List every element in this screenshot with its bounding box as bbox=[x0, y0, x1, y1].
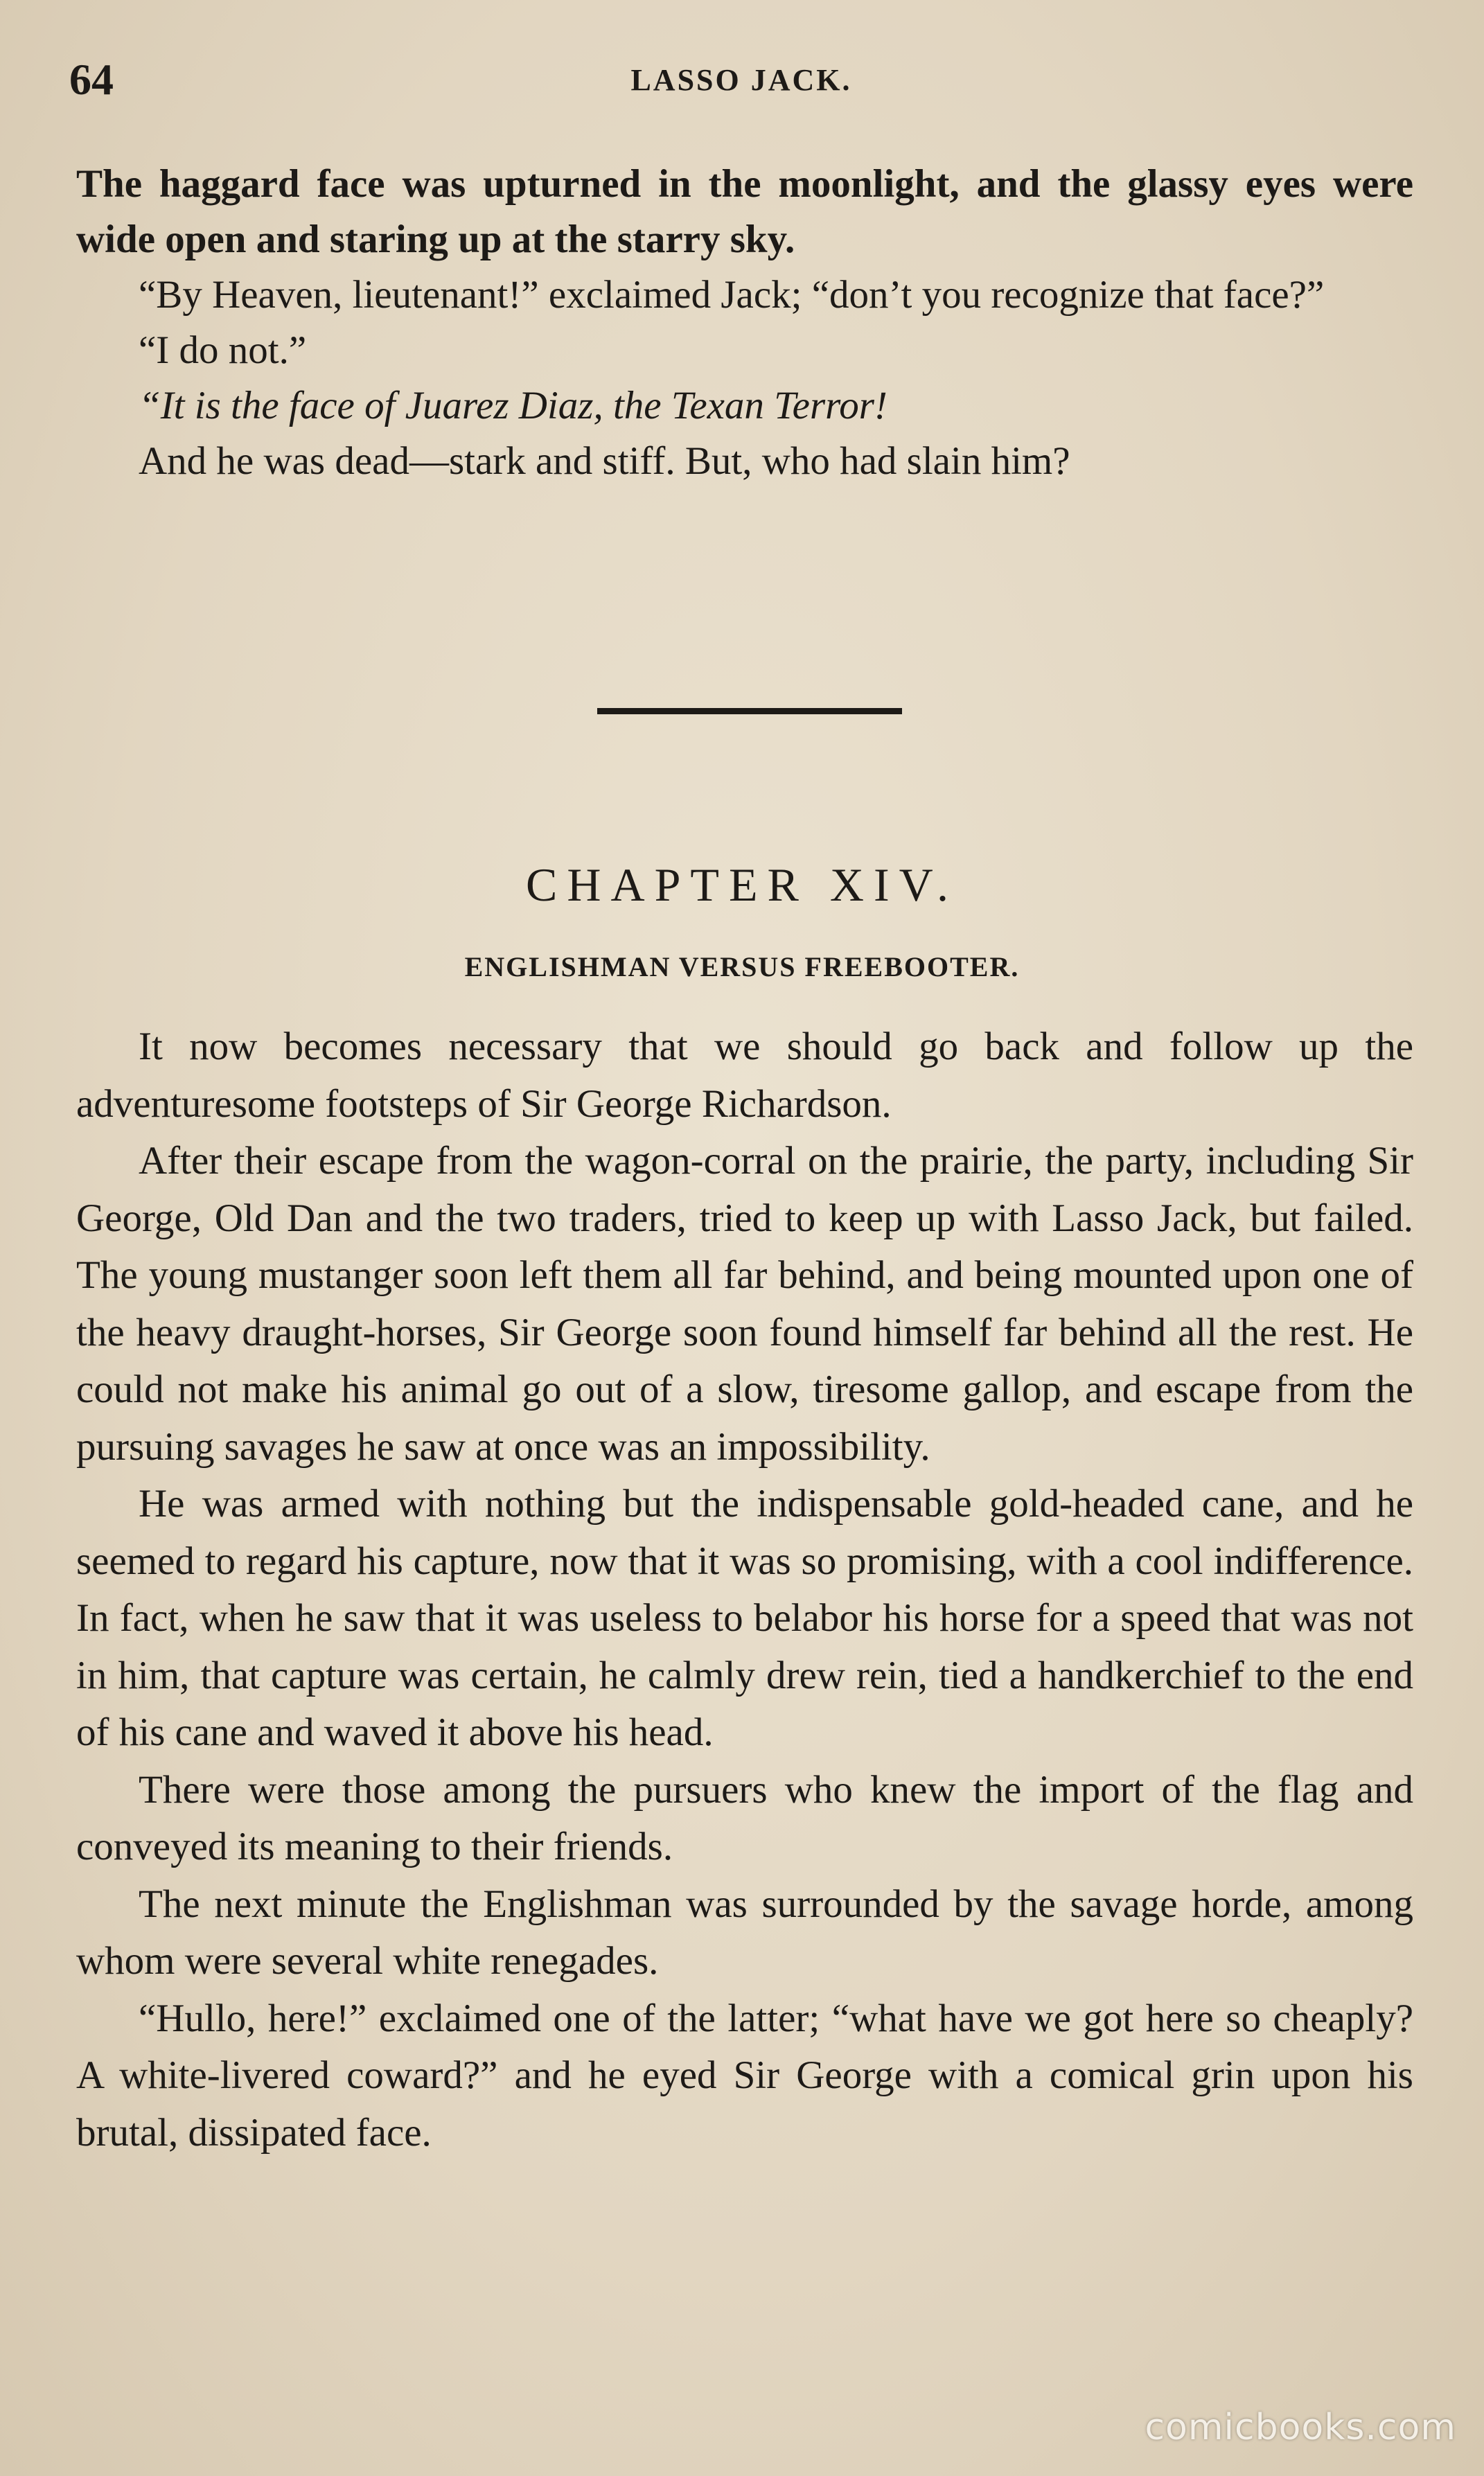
top-text-block bbox=[76, 157, 1413, 489]
paragraph: He was armed with nothing but the indispensable gold-headed cane, and he seemed to regard his capture, now that it was so promising, with a cool indifference. In fact, when he saw that it was useless to belabor his horse for a speed that was not in him, that capture was certain, he calmly drew rein, tied a handkerchief to the end of his cane and waved it above his head. bbox=[76, 1482, 1413, 1754]
section-divider-rule bbox=[597, 708, 902, 714]
paragraph: The haggard face was upturned in the moonlight, and the glassy eyes were wide open and staring up at the starry sky. bbox=[76, 162, 1413, 261]
running-head: LASSO JACK. bbox=[630, 63, 852, 97]
chapter-title: CHAPTER XIV. bbox=[526, 858, 958, 911]
paragraph: It now becomes necessary that we should go back and follow up the adventuresome footsteps of Sir George Richardson. bbox=[76, 1025, 1413, 1126]
paragraph: After their escape from the wagon-corral on the prairie, the party, including Sir George, Old Dan and the two traders, tried to keep up with Lasso Jack, but failed. The young mustanger soon left them all far behind, and being mounted upon one of the heavy draught-horses, Sir George soon found himself far behind all the rest. He could not make his animal go out of a slow, tiresome gallop, and escape from the pursuing savages he saw at once was an impossibility. bbox=[76, 1139, 1413, 1469]
paragraph: “By Heaven, lieutenant!” exclaimed Jack; “don’t you recognize that face?” bbox=[139, 273, 1325, 317]
page-header bbox=[69, 54, 1413, 103]
paragraph: And he was dead—stark and stiff. But, who had slain him? bbox=[139, 439, 1070, 483]
chapter-body bbox=[76, 1018, 1413, 2161]
paragraph: The next minute the Englishman was surrounded by the savage horde, among whom were several white renegades. bbox=[76, 1882, 1413, 1983]
page-number: 64 bbox=[69, 55, 114, 104]
chapter-subtitle: ENGLISHMAN VERSUS FREEBOOTER. bbox=[464, 951, 1020, 982]
site-watermark: comicbooks.com bbox=[1145, 2407, 1456, 2448]
paragraph: “I do not.” bbox=[139, 328, 307, 372]
paragraph: There were those among the pursuers who knew the import of the flag and conveyed its meaning to their friends. bbox=[76, 1767, 1413, 1868]
paragraph: “Hullo, here!” exclaimed one of the latter; “what have we got here so cheaply? A white-livered coward?” and he eyed Sir George with a comical grin upon his brutal, dissipated face. bbox=[76, 1996, 1413, 2155]
paragraph: “It is the face of Juarez Diaz, the Texan Terror! bbox=[139, 384, 887, 427]
